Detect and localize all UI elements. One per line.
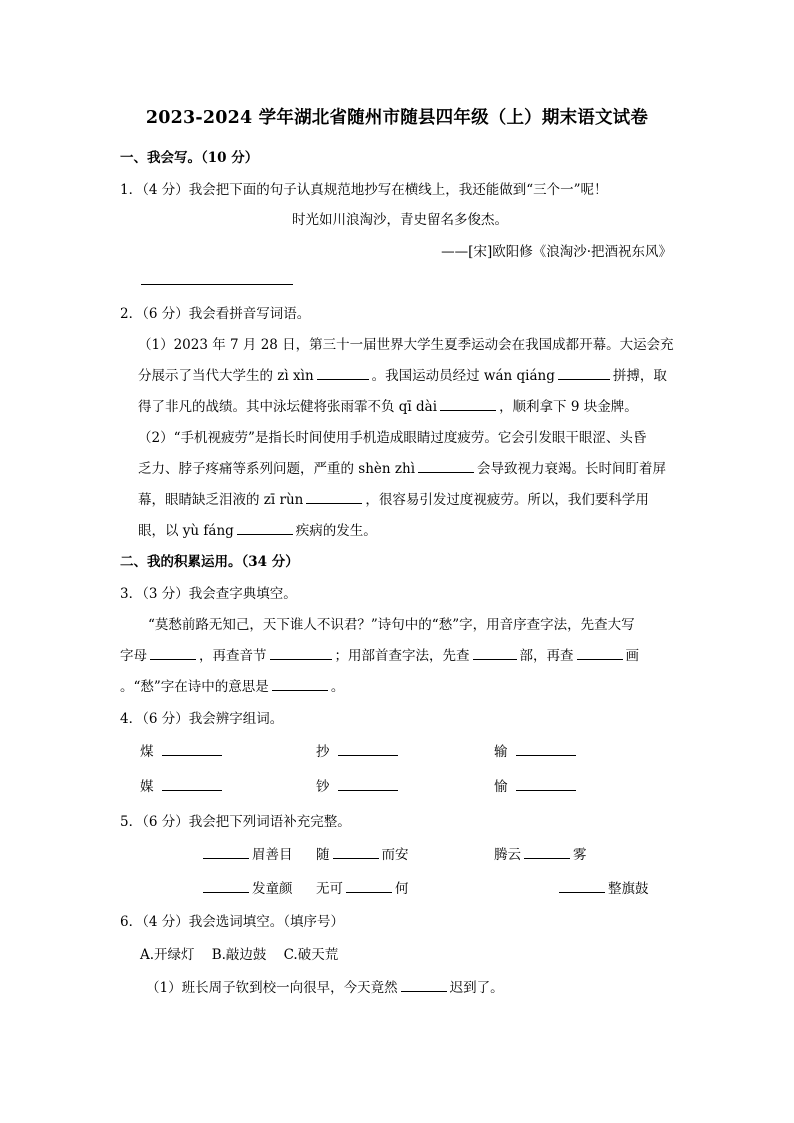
q5-idiom (316, 877, 409, 897)
q6-options: A.开绿灯 B.敲边鼓 C.破天荒 (140, 947, 339, 963)
q2-text: 分展示了当代大学生的 zì xìn (138, 368, 314, 384)
q2-p2-line2 (138, 457, 666, 477)
q2-text: 得了非凡的战绩。其中泳坛健将张雨霏不负 qī dài (138, 399, 438, 415)
q5-text: 发童颜 (252, 881, 293, 897)
q4-item (494, 775, 579, 795)
q3-line3 (120, 675, 344, 695)
answer-blank[interactable] (418, 458, 474, 473)
answer-blank[interactable] (162, 776, 222, 791)
answer-blank[interactable] (272, 676, 328, 691)
section-1-heading: 一、我会写。（10 分） (120, 150, 259, 166)
q5-idiom (200, 843, 293, 863)
q2-text: 会导致视力衰竭。长时间盯着屏 (477, 461, 667, 477)
q3-text: ，再查音节 (199, 648, 267, 664)
q1-source: ——[宋]欧阳修《浪淘沙·把酒祝东风》 (441, 244, 672, 260)
q3-line1: “莫愁前路无知己，天下谁人不识君？”诗句中的“愁”字，用音序查字法，先查大写 (148, 617, 635, 633)
q4-char: 钞 (316, 779, 330, 795)
q5-idiom (556, 877, 649, 897)
q4-char: 抄 (316, 744, 330, 760)
q6-stem: 6．（4 分）我会选词填空。（填序号） (120, 914, 344, 930)
answer-blank[interactable] (516, 741, 576, 756)
q4-item (140, 775, 225, 795)
q4-stem: 4．（6 分）我会辨字组词。 (120, 711, 284, 727)
q2-text: 拼搏，取 (612, 368, 667, 384)
q1-stem: 1．（4 分）我会把下面的句子认真规范地抄写在横线上，我还能做到“三个一”呢！ (120, 182, 608, 198)
q2-text: 眼，以 yù fáng (138, 523, 234, 539)
q4-item (140, 740, 225, 760)
q5-text: 而安 (381, 847, 409, 863)
answer-blank[interactable] (401, 977, 447, 992)
q4-char: 愉 (494, 779, 508, 795)
answer-blank[interactable] (338, 741, 398, 756)
q2-text: 幕，眼睛缺乏泪液的 zī rùn (138, 492, 304, 508)
q3-stem: 3．（3 分）我会查字典填空。 (120, 586, 297, 602)
q2-p1-line3 (138, 395, 638, 415)
q1-poem: 时光如川浪淘沙，青史留名多俊杰。 (292, 212, 508, 228)
answer-blank[interactable] (333, 844, 379, 859)
q2-text: ，很容易引发过度视疲劳。所以，我们要科学用 (365, 492, 649, 508)
q2-p2-line1: （2）“手机视疲劳”是指长时间使用手机造成眼睛过度疲劳。它会引发眼干眼涩、头昏 (138, 430, 647, 446)
answer-blank[interactable] (440, 396, 496, 411)
answer-blank[interactable] (317, 365, 369, 380)
answer-blank[interactable] (237, 520, 293, 535)
q3-text: 。 (330, 679, 345, 695)
q5-text: 随 (316, 847, 330, 863)
q5-text: 雾 (573, 847, 587, 863)
answer-blank[interactable] (346, 878, 392, 893)
answer-blank[interactable] (516, 776, 576, 791)
q3-line2 (120, 644, 639, 664)
q3-text: 部，再查 (519, 648, 574, 664)
q5-idiom (316, 843, 409, 863)
answer-blank[interactable] (306, 489, 362, 504)
q5-text: 无可 (316, 881, 343, 897)
answer-blank[interactable] (473, 645, 517, 660)
section-2-heading: 二、我的积累运用。（34 分） (120, 554, 299, 570)
q2-text: 。我国运动员经过 wán qiáng (371, 368, 555, 384)
answer-blank[interactable] (338, 776, 398, 791)
q5-stem: 5．（6 分）我会把下列词语补充完整。 (120, 814, 351, 830)
page-title: 2023-2024 学年湖北省随州市随县四年级（上）期末语文试卷 (145, 108, 649, 128)
q3-text: ；用部首查字法，先查 (334, 648, 470, 664)
answer-blank[interactable] (270, 645, 332, 660)
q5-text: 整旗鼓 (608, 881, 649, 897)
q2-text: ，顺利拿下 9 块金牌。 (499, 399, 638, 415)
q4-char: 输 (494, 744, 508, 760)
answer-blank[interactable] (203, 878, 249, 893)
answer-blank[interactable] (559, 878, 605, 893)
q2-text: 乏力、脖子疼痛等系列问题，严重的 shèn zhì (138, 461, 416, 477)
q2-p1-line2 (138, 364, 667, 384)
q5-text: 腾云 (494, 847, 521, 863)
q5-text: 何 (395, 881, 409, 897)
q1-answer-line[interactable] (138, 270, 296, 289)
q4-item (494, 740, 579, 760)
q3-text: 。“愁”字在诗中的意思是 (120, 679, 269, 695)
q5-text: 眉善目 (252, 847, 293, 863)
q2-stem: 2．（6 分）我会看拼音写词语。 (120, 306, 311, 322)
q2-text: 疾病的发生。 (295, 523, 377, 539)
answer-blank[interactable] (150, 645, 196, 660)
q6-text: 迟到了。 (449, 980, 504, 996)
q5-idiom (200, 877, 293, 897)
answer-blank[interactable] (524, 844, 570, 859)
answer-blank[interactable] (558, 365, 610, 380)
answer-blank[interactable] (203, 844, 249, 859)
answer-blank[interactable] (162, 741, 222, 756)
q2-p2-line3 (138, 488, 649, 508)
answer-blank[interactable] (577, 645, 623, 660)
q3-text: 字母 (120, 648, 147, 664)
q2-p2-line4 (138, 519, 377, 539)
q4-char: 媒 (140, 779, 154, 795)
q3-text: 画 (625, 648, 639, 664)
q4-char: 煤 (140, 744, 154, 760)
q2-p1-line1: （1）2023 年 7 月 28 日，第三十一届世界大学生夏季运动会在我国成都开幕。大运会充 (138, 337, 674, 353)
q6-sentence-1 (146, 976, 504, 996)
q5-idiom (494, 843, 587, 863)
q4-item (316, 740, 401, 760)
q6-text: （1）班长周子钦到校一向很早，今天竟然 (146, 980, 398, 996)
q4-item (316, 775, 401, 795)
